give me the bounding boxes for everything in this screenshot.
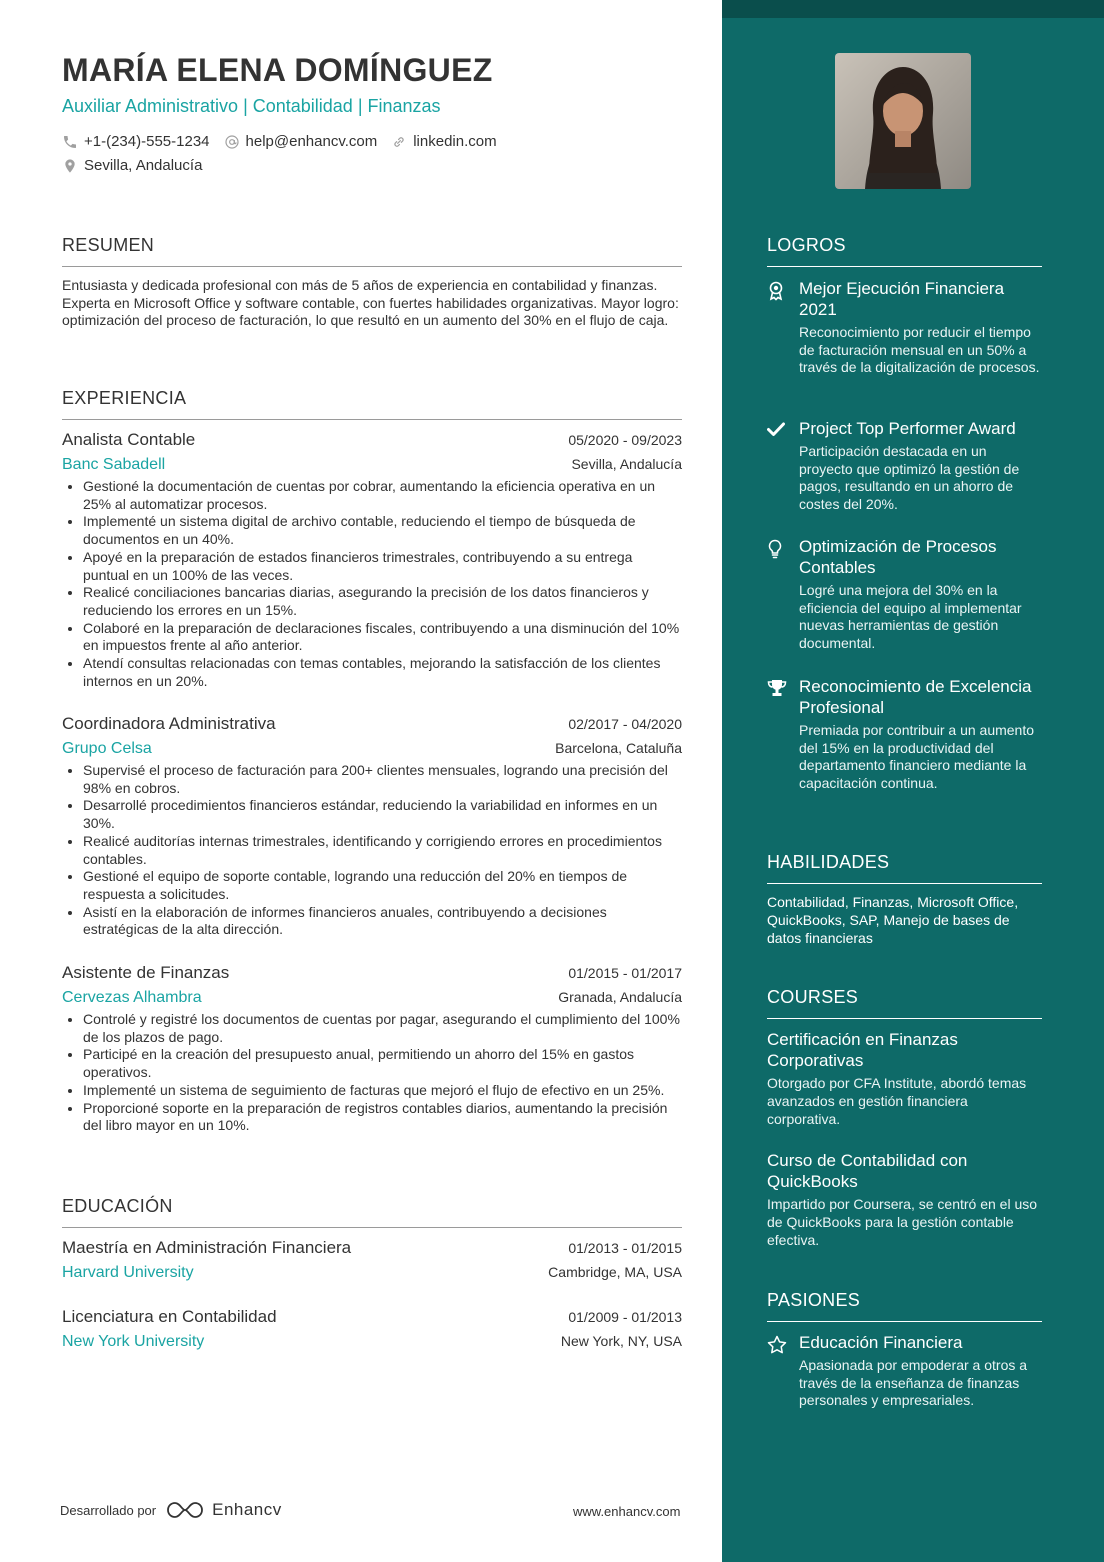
footer-branding	[60, 1500, 282, 1520]
bullet-item: • Apoyé en la preparación de estados financieros trimestrales, contribuyendo a su entrega puntual en un 100% de las veces.	[83, 549, 682, 584]
headline: Auxiliar Administrativo | Contabilidad | Finanzas	[62, 96, 441, 116]
location-pin-icon	[62, 158, 78, 174]
school: Harvard University	[62, 1264, 194, 1281]
experience-heading: EXPERIENCIA	[62, 388, 682, 420]
courses-heading: COURSES	[767, 987, 1042, 1019]
bullet-item: • Proporcioné soporte en la preparación de registros contables diarios, aumentando la precisión del libro mayor en un 10%.	[83, 1100, 682, 1135]
course-desc: Otorgado por CFA Institute, abordó temas avanzados en gestión financiera corporativa.	[767, 1075, 1027, 1127]
passion-title: Educación Financiera	[799, 1333, 963, 1352]
candidate-name: MARÍA ELENA DOMÍNGUEZ	[62, 52, 493, 88]
passion-item	[767, 1332, 1042, 1410]
job-role: Coordinadora Administrativa	[62, 714, 276, 733]
job-role: Asistente de Finanzas	[62, 963, 230, 982]
powered-by-text: Desarrollado por	[60, 1502, 157, 1518]
linkedin-text: linkedin.com	[413, 133, 497, 150]
education-entry	[62, 1238, 682, 1282]
job-location: Sevilla, Andalucía	[571, 456, 682, 472]
passions-heading: PASIONES	[767, 1290, 1042, 1322]
skills-heading: HABILIDADES	[767, 852, 1042, 884]
achievement-title: Reconocimiento de Excelencia Profesional	[799, 677, 1032, 717]
bullet-item: • Implementé un sistema de seguimiento de facturas que mejoró el flujo de efectivo en un 25%.	[83, 1082, 682, 1100]
education-heading: EDUCACIÓN	[62, 1196, 682, 1228]
degree: Licenciatura en Contabilidad	[62, 1307, 277, 1326]
course-item	[767, 1029, 1042, 1128]
job-bullets	[62, 478, 682, 690]
bullet-item: • Implementé un sistema digital de archivo contable, reduciendo el tiempo de búsqueda de documentos en un 40%.	[83, 513, 682, 548]
contact-location	[62, 157, 202, 174]
education-dates: 01/2013 - 01/2015	[568, 1240, 682, 1256]
bullet-item: • Desarrollé procedimientos financieros estándar, reduciendo la variabilidad en informes en un 30%.	[83, 797, 682, 832]
job-bullets	[62, 1011, 682, 1135]
lightbulb-icon	[767, 539, 783, 559]
achievement-desc: Participación destacada en un proyecto que optimizó la gestión de pagos, resultando en un ahorro de costes del 20%.	[799, 443, 1020, 513]
achievement-title: Mejor Ejecución Financiera 2021	[799, 279, 1005, 319]
star-icon	[767, 1335, 787, 1355]
passion-desc: Apasionada por empoderar a otros a través de la enseñanza de finanzas personales y empresariales.	[799, 1357, 1028, 1409]
brand-text: Enhancv	[212, 1500, 282, 1519]
achievement-item	[767, 278, 1042, 377]
bullet-item: • Realicé auditorías internas trimestrales, identificando y corrigiendo errores en procedimientos contables.	[83, 833, 682, 868]
contact-row	[62, 133, 511, 150]
achievement-title: Project Top Performer Award	[799, 419, 1016, 438]
link-icon	[391, 134, 407, 150]
email-text: help@enhancv.com	[245, 133, 378, 150]
at-sign-icon	[224, 134, 240, 150]
bullet-item: • Gestioné el equipo de soporte contable, logrando una reducción del 20% en tiempos de respuesta a solicitudes.	[83, 868, 682, 903]
achievement-title: Optimización de Procesos Contables	[799, 537, 997, 577]
contact-phone	[62, 133, 210, 150]
achievement-item	[767, 536, 1042, 653]
contact-linkedin[interactable]	[391, 133, 496, 150]
award-ribbon-icon	[767, 281, 785, 301]
achievement-desc: Reconocimiento por reducir el tiempo de facturación mensual en un 50% a través de la digitalización de procesos.	[799, 324, 1040, 376]
trophy-icon	[767, 679, 787, 697]
achievements-heading: LOGROS	[767, 235, 1042, 267]
location-row	[62, 157, 216, 174]
education-entry	[62, 1307, 682, 1351]
job-dates: 02/2017 - 04/2020	[568, 716, 682, 732]
job-bullets	[62, 762, 682, 939]
summary-text: Entusiasta y dedicada profesional con más de 5 años de experiencia en contabilidad y finanzas. Experta en Microsoft Office y software contable, con fuertes habilidades organizativas. Mayor logro: optimización del proceso de facturación, lo que resultó en un aumento del 30% en el flujo de caja.	[62, 277, 679, 329]
course-desc: Impartido por Coursera, se centró en el uso de QuickBooks para la gestión contable efectiva.	[767, 1196, 1038, 1248]
bullet-item: • Realicé conciliaciones bancarias diarias, asegurando la precisión de los datos financieros y reduciendo los errores en un 15%.	[83, 584, 682, 619]
bullet-item: • Atendí consultas relacionadas con temas contables, mejorando la satisfacción de los clientes internos en un 20%.	[83, 655, 682, 690]
job-role: Analista Contable	[62, 430, 196, 449]
bullet-item: • Participé en la creación del presupuesto anual, permitiendo un ahorro del 15% en gastos operativos.	[83, 1046, 682, 1081]
job-company: Grupo Celsa	[62, 740, 152, 757]
checkmark-icon	[767, 421, 785, 437]
achievement-item	[767, 418, 1042, 514]
footer-url[interactable]: www.enhancv.com	[573, 1504, 681, 1519]
achievement-desc: Logré una mejora del 30% en la eficiencia del equipo al implementar nuevas herramientas de gestión documental.	[799, 582, 1022, 652]
job-dates: 05/2020 - 09/2023	[568, 432, 682, 448]
education-dates: 01/2009 - 01/2013	[568, 1309, 682, 1325]
bullet-item: • Asistí en la elaboración de informes financieros anuales, contribuyendo a decisiones estratégicas de la alta dirección.	[83, 904, 682, 939]
contact-email[interactable]	[224, 133, 378, 150]
bullet-item: • Gestioné la documentación de cuentas por cobrar, aumentando la eficiencia operativa en un 25% al automatizar procesos.	[83, 478, 682, 513]
phone-text: +1-(234)-555-1234	[84, 133, 210, 150]
course-item	[767, 1150, 1042, 1249]
bullet-item: • Controlé y registré los documentos de cuentas por pagar, asegurando el cumplimiento del 100% de los plazos de pago.	[83, 1011, 682, 1046]
job-company: Banc Sabadell	[62, 456, 166, 473]
course-title: Certificación en Finanzas Corporativas	[767, 1030, 958, 1070]
school-location: New York, NY, USA	[560, 1333, 682, 1349]
job-dates: 01/2015 - 01/2017	[568, 965, 682, 981]
summary-heading: RESUMEN	[62, 235, 682, 267]
phone-icon	[62, 134, 78, 150]
bullet-item: • Supervisé el proceso de facturación para 200+ clientes mensuales, logrando una precisión del 98% en cobros.	[83, 762, 682, 797]
skills-text: Contabilidad, Finanzas, Microsoft Office, QuickBooks, SAP, Manejo de bases de datos financieras	[767, 894, 1019, 946]
enhancv-logo-icon	[166, 1500, 204, 1520]
degree: Maestría en Administración Financiera	[62, 1238, 352, 1257]
job-company: Cervezas Alhambra	[62, 989, 202, 1006]
job-entry	[62, 714, 682, 939]
sidebar-top-band	[722, 0, 1104, 18]
job-location: Granada, Andalucía	[558, 989, 682, 1005]
course-title: Curso de Contabilidad con QuickBooks	[767, 1151, 968, 1191]
job-location: Barcelona, Cataluña	[555, 740, 682, 756]
job-entry	[62, 963, 682, 1135]
achievement-desc: Premiada por contribuir a un aumento del 15% en la productividad del departamento financiero mediante la capacitación continua.	[799, 722, 1035, 792]
portrait-image	[835, 53, 971, 189]
job-entry	[62, 430, 682, 690]
achievement-item	[767, 676, 1042, 793]
school: New York University	[62, 1333, 205, 1350]
school-location: Cambridge, MA, USA	[548, 1264, 682, 1280]
profile-photo	[835, 53, 971, 189]
location-text: Sevilla, Andalucía	[84, 157, 203, 174]
bullet-item: • Colaboré en la preparación de declaraciones fiscales, contribuyendo a una disminución del 10% en impuestos frente al año anterior.	[83, 620, 682, 655]
